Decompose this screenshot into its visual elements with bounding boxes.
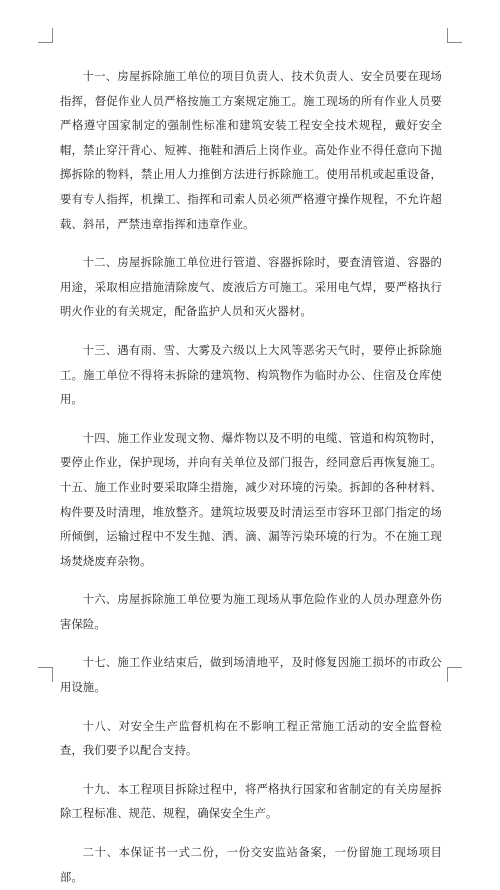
document-body bbox=[60, 65, 442, 890]
paragraph-16: 十六、房屋拆除施工单位要为施工现场从事危险作业的人员办理意外伤害保险。 bbox=[60, 593, 442, 631]
paragraph-14-15: 十四、施工作业发现文物、爆炸物以及不明的电缆、管道和构筑物时，要停止作业，保护现场，并向有关单位及部门报告，经同意后再恢复施工。十五、施工作业时要采取降尘措施，减少对环境的污染。拆卸的各种材料、构件要及时清理，堆放整齐。建筑垃圾要及时清运至市容环卫部门指定的场所倾倒，运输过程中不发生抛、洒、滴、漏等污染环境的行为。不在施工现场焚烧废弃杂物。 bbox=[60, 431, 442, 568]
paragraph-13: 十三、遇有雨、雪、大雾及六级以上大风等恶劣天气时，要停止拆除施工。施工单位不得将未拆除的建筑物、构筑物作为临时办公、住宿及仓库使用。 bbox=[60, 343, 442, 407]
paragraph-17: 十七、施工作业结束后，做到场清地平，及时修复因施工损坏的市政公用设施。 bbox=[60, 656, 442, 695]
crop-mark-top-right bbox=[447, 28, 462, 43]
paragraph-18: 十八、对安全生产监督机构在不影响工程正常施工活动的安全监督检查，我们要予以配合支持。 bbox=[60, 719, 442, 758]
paragraph-11: 十一、房屋拆除施工单位的项目负责人、技术负责人、安全员要在现场指挥，督促作业人员严格按施工方案规定施工。施工现场的所有作业人员要严格遵守国家制定的强制性标准和建筑安装工程安全技术规程，戴好安全帽，禁止穿汗背心、短裤、拖鞋和酒后上岗作业。高处作业不得任意向下抛掷拆除的物料，禁止用人力推倒方法进行拆除施工。使用吊机或起重设备，要有专人指挥，机操工、指挥和司索人员必须严格遵守操作规程，不允许超载、斜吊，严禁违章指挥和违章作业。 bbox=[60, 70, 442, 231]
crop-mark-top-left bbox=[38, 28, 53, 43]
paragraph-19: 十九、本工程项目拆除过程中，将严格执行国家和省制定的有关房屋拆除工程标准、规范、规程，确保安全生产。 bbox=[60, 782, 442, 821]
paragraph-20: 二十、本保证书一式二份，一份交安监站备案，一份留施工现场项目部。 bbox=[60, 846, 442, 884]
paragraph-12: 十二、房屋拆除施工单位进行管道、容器拆除时，要查清管道、容器的用途，采取相应措施清除废气、废液后方可施工。采用电气焊，要严格执行明火作业的有关规定，配备监护人员和灭火器材。 bbox=[60, 256, 442, 319]
crop-mark-bottom-left bbox=[38, 667, 53, 682]
crop-mark-bottom-right bbox=[447, 667, 462, 682]
